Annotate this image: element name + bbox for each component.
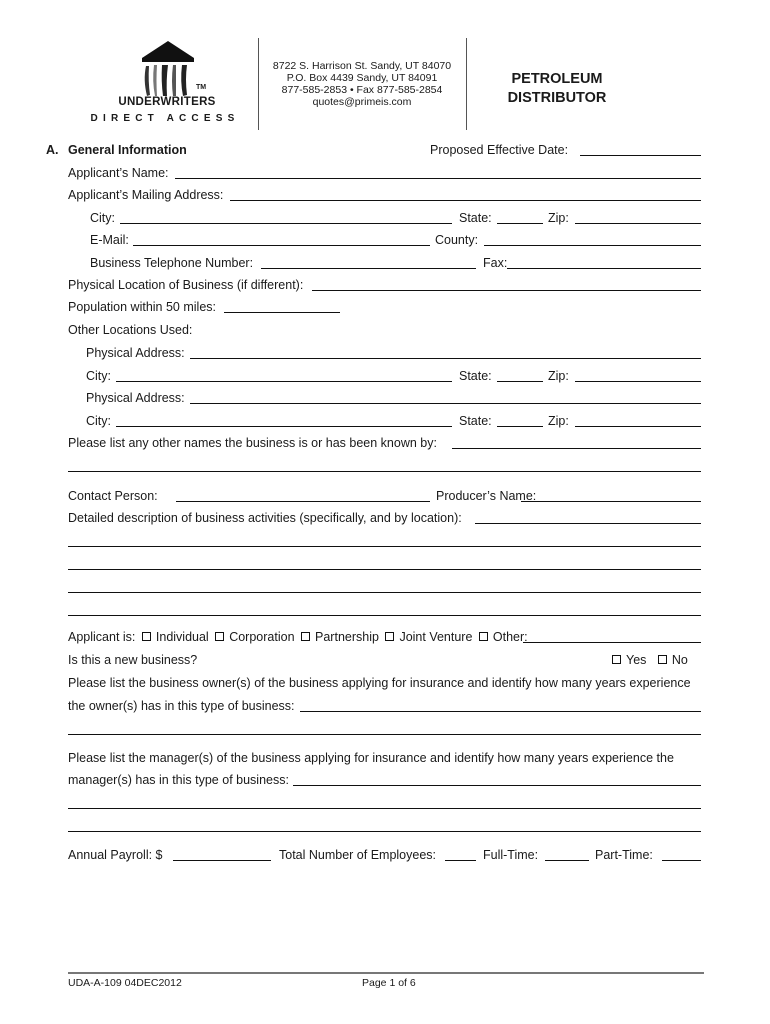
producer-name-label: Producer’s Name: <box>436 489 537 503</box>
zip-2-label: Zip: <box>548 369 569 383</box>
owners-question-line1: Please list the business owner(s) of the business applying for insurance and identify how many years experience <box>68 676 691 690</box>
footer-rule <box>68 972 704 974</box>
managers-field-2[interactable] <box>68 808 701 809</box>
physical-location-field[interactable] <box>312 290 701 291</box>
state-field[interactable] <box>497 223 543 224</box>
other-type-field[interactable] <box>523 642 701 643</box>
city-field[interactable] <box>120 223 452 224</box>
full-time-field[interactable] <box>545 860 589 861</box>
email-label: E-Mail: <box>90 233 129 247</box>
joint-venture-checkbox[interactable] <box>385 632 394 641</box>
no-label: No <box>671 653 688 667</box>
corporation-label: Corporation <box>229 630 295 644</box>
logo-name: UNDERWRITERS <box>118 96 216 108</box>
no-checkbox[interactable] <box>658 655 667 664</box>
annual-payroll-label: Annual Payroll: $ <box>68 848 163 862</box>
county-label: County: <box>435 233 479 247</box>
description-field-5[interactable] <box>68 615 701 616</box>
address-email: quotes@primeis.com <box>312 96 412 108</box>
population-label: Population within 50 miles: <box>68 300 216 314</box>
other-locations-label: Other Locations Used: <box>68 323 193 337</box>
footer-page-number: Page 1 of 6 <box>362 977 416 989</box>
section-heading: General Information <box>68 143 187 157</box>
address-street: 8722 S. Harrison St. Sandy, UT 84070 <box>272 60 452 72</box>
zip-field[interactable] <box>575 223 701 224</box>
description-field-3[interactable] <box>68 569 701 570</box>
state-2-field[interactable] <box>497 381 543 382</box>
fax-field[interactable] <box>507 268 701 269</box>
individual-label: Individual <box>155 630 209 644</box>
description-field-4[interactable] <box>68 592 701 593</box>
state-label: State: <box>459 211 492 225</box>
trademark-mark: TM <box>196 84 207 91</box>
managers-question-line1: Please list the manager(s) of the business applying for insurance and identify how many years experience the <box>68 751 674 765</box>
partnership-checkbox[interactable] <box>301 632 310 641</box>
population-field[interactable] <box>224 312 340 313</box>
owners-field-2[interactable] <box>68 734 701 735</box>
contact-person-label: Contact Person: <box>68 489 158 503</box>
applicant-type-row <box>68 630 528 644</box>
physical-address-1-field[interactable] <box>190 358 701 359</box>
zip-2-field[interactable] <box>575 381 701 382</box>
managers-field[interactable] <box>293 785 701 786</box>
applicant-name-field[interactable] <box>175 178 701 179</box>
header-divider-right <box>466 38 467 130</box>
joint-venture-label: Joint Venture <box>399 630 473 644</box>
section-label: A. <box>46 143 59 157</box>
zip-3-label: Zip: <box>548 414 569 428</box>
full-time-label: Full-Time: <box>483 848 539 862</box>
proposed-date-field[interactable] <box>580 155 701 156</box>
address-po-box: P.O. Box 4439 Sandy, UT 84091 <box>286 72 438 84</box>
columns-logo-icon <box>132 38 207 98</box>
physical-address-2-field[interactable] <box>190 403 701 404</box>
description-field-2[interactable] <box>68 546 701 547</box>
owners-question-line2: the owner(s) has in this type of business: <box>68 699 295 713</box>
applicant-type-label: Applicant is: <box>68 630 136 644</box>
owners-field[interactable] <box>300 711 701 712</box>
other-names-field[interactable] <box>452 448 701 449</box>
managers-question-line2: manager(s) has in this type of business: <box>68 773 289 787</box>
state-2-label: State: <box>459 369 492 383</box>
total-employees-label: Total Number of Employees: <box>279 848 437 862</box>
zip-3-field[interactable] <box>575 426 701 427</box>
physical-location-label: Physical Location of Business (if different): <box>68 278 304 292</box>
state-3-label: State: <box>459 414 492 428</box>
annual-payroll-field[interactable] <box>173 860 271 861</box>
zip-label: Zip: <box>548 211 569 225</box>
mailing-address-label: Applicant’s Mailing Address: <box>68 188 224 202</box>
city-3-field[interactable] <box>116 426 452 427</box>
description-label: Detailed description of business activities (specifically, and by location): <box>68 511 462 525</box>
mailing-address-field[interactable] <box>230 200 701 201</box>
applicant-name-label: Applicant’s Name: <box>68 166 169 180</box>
total-employees-field[interactable] <box>445 860 476 861</box>
city-label: City: <box>90 211 115 225</box>
other-names-field-2[interactable] <box>68 471 701 472</box>
yes-checkbox[interactable] <box>612 655 621 664</box>
fax-label: Fax: <box>483 256 508 270</box>
other-label: Other: <box>492 630 528 644</box>
new-business-label: Is this a new business? <box>68 653 198 667</box>
partnership-label: Partnership <box>315 630 379 644</box>
new-business-options <box>612 653 688 667</box>
contact-person-field[interactable] <box>176 501 430 502</box>
business-phone-label: Business Telephone Number: <box>90 256 254 270</box>
email-field[interactable] <box>133 245 430 246</box>
managers-field-3[interactable] <box>68 831 701 832</box>
logo-tagline: DIRECT ACCESS <box>90 113 240 124</box>
corporation-checkbox[interactable] <box>215 632 224 641</box>
state-3-field[interactable] <box>497 426 543 427</box>
proposed-date-label: Proposed Effective Date: <box>430 143 569 157</box>
city-2-field[interactable] <box>116 381 452 382</box>
part-time-field[interactable] <box>662 860 701 861</box>
address-phone-fax: 877-585-2853 • Fax 877-585-2854 <box>281 84 443 96</box>
header-divider-left <box>258 38 259 130</box>
footer-form-id: UDA-A-109 04DEC2012 <box>68 977 182 989</box>
form-title-line1: PETROLEUM <box>511 71 603 87</box>
producer-name-field[interactable] <box>521 501 701 502</box>
physical-address-2-label: Physical Address: <box>86 391 185 405</box>
description-field[interactable] <box>475 523 701 524</box>
business-phone-field[interactable] <box>261 268 476 269</box>
yes-label: Yes <box>626 653 647 667</box>
part-time-label: Part-Time: <box>595 848 653 862</box>
individual-checkbox[interactable] <box>142 632 151 641</box>
other-names-label: Please list any other names the business is or has been known by: <box>68 436 437 450</box>
other-checkbox[interactable] <box>479 632 488 641</box>
city-2-label: City: <box>86 369 111 383</box>
physical-address-1-label: Physical Address: <box>86 346 185 360</box>
city-3-label: City: <box>86 414 111 428</box>
form-title-line2: DISTRIBUTOR <box>507 90 607 106</box>
county-field[interactable] <box>484 245 701 246</box>
